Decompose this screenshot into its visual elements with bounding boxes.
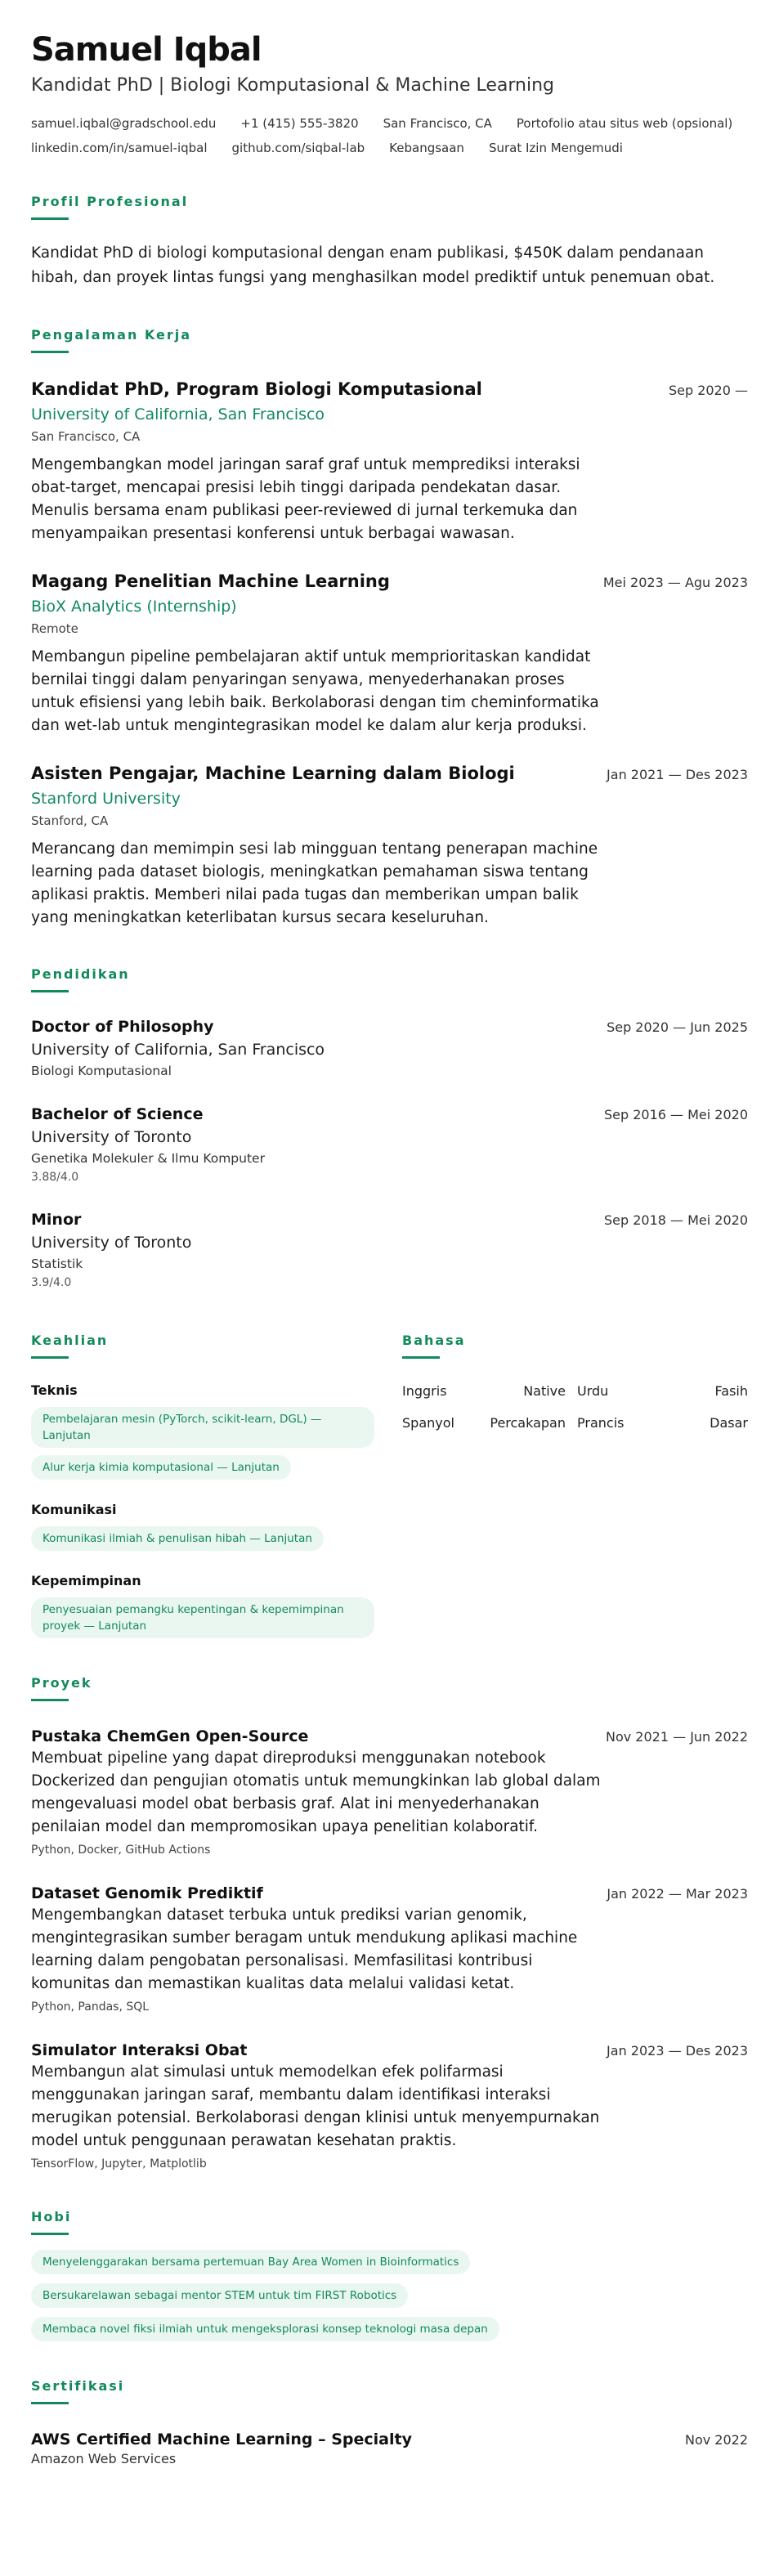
job-dates: Mei 2023 — Agu 2023 xyxy=(602,575,748,590)
candidate-name: Samuel Iqbal xyxy=(31,31,262,69)
skill-group xyxy=(31,1501,402,1551)
hobby-list xyxy=(31,2250,748,2341)
section-title: Pengalaman Kerja xyxy=(31,327,192,343)
contact-list xyxy=(31,114,748,157)
project-title: Dataset Genomik Prediktif xyxy=(31,1884,263,1902)
education-entry xyxy=(31,1017,748,1080)
section-divider xyxy=(31,2402,69,2404)
language-name: Prancis xyxy=(577,1415,625,1431)
language-list xyxy=(402,1383,748,1431)
header xyxy=(31,29,748,157)
skills-section xyxy=(31,1332,402,1638)
job-dates: Sep 2020 — xyxy=(668,383,748,398)
job-company: BioX Analytics (Internship) xyxy=(31,598,237,616)
education-entry xyxy=(31,1104,748,1185)
skill-group xyxy=(31,1572,402,1638)
section-divider xyxy=(31,1699,69,1701)
skill-category: Teknis xyxy=(31,1382,78,1398)
job-title: Kandidat PhD, Program Biologi Komputasional xyxy=(31,379,482,399)
education-gpa: 3.88/4.0 xyxy=(31,1171,79,1184)
education-school: University of Toronto xyxy=(31,1234,192,1252)
hobby-chip: Membaca novel fiksi ilmiah untuk mengeksplorasi konsep teknologi masa depan xyxy=(31,2317,499,2341)
certification-date: Nov 2022 xyxy=(684,2432,748,2448)
contact-github[interactable]: github.com/siqbal-lab xyxy=(231,141,365,155)
project-title: Simulator Interaksi Obat xyxy=(31,2041,248,2059)
job-title: Magang Penelitian Machine Learning xyxy=(31,571,390,591)
education-section xyxy=(31,965,748,1291)
section-divider xyxy=(31,2233,69,2235)
job-location: San Francisco, CA xyxy=(31,429,141,444)
skill-chip: Komunikasi ilmiah & penulisan hibah — Lanjutan xyxy=(31,1526,324,1551)
project-dates: Jan 2023 — Des 2023 xyxy=(607,2043,748,2059)
project-entry xyxy=(31,2040,748,2172)
job-entry xyxy=(31,378,748,545)
languages-section xyxy=(402,1332,748,1638)
job-location: Remote xyxy=(31,621,78,636)
hobbies-section xyxy=(31,2208,748,2341)
job-company: Stanford University xyxy=(31,790,181,808)
job-title: Asisten Pengajar, Machine Learning dalam Biologi xyxy=(31,764,515,783)
project-description: Membuat pipeline yang dapat direproduksi menggunakan notebook Dockerized dan pengujian otomatis untuk memungkinkan lab global dalam mengevaluasi model obat berbasis graf. Alat ini menyederhanakan penilaian model dan mempromosikan upaya penelitian kolaboratif. xyxy=(31,1749,601,1835)
experience-section xyxy=(31,326,748,930)
education-field: Genetika Molekuler & Ilmu Komputer xyxy=(31,1151,265,1166)
section-title: Pendidikan xyxy=(31,966,130,982)
headline: Kandidat PhD | Biologi Komputasional & Machine Learning xyxy=(31,75,555,96)
language-name: Spanyol xyxy=(402,1415,454,1431)
education-school: University of Toronto xyxy=(31,1128,192,1146)
education-degree: Bachelor of Science xyxy=(31,1105,204,1123)
education-field: Biologi Komputasional xyxy=(31,1064,172,1078)
skill-chip: Penyesuaian pemangku kepentingan & kepemimpinan proyek — Lanjutan xyxy=(31,1597,374,1638)
section-title: Hobi xyxy=(31,2209,72,2224)
project-description: Membangun alat simulasi untuk memodelkan efek polifarmasi menggunakan jaringan saraf, membantu dalam identifikasi interaksi merugikan potensial. Berkolaborasi dengan klinisi untuk menyempurnakan model untuk penggunaan perawatan kesehatan praktis. xyxy=(31,2063,600,2149)
contact-nationality: Kebangsaan xyxy=(389,141,464,155)
contact-location: San Francisco, CA xyxy=(383,116,492,131)
project-title: Pustaka ChemGen Open-Source xyxy=(31,1727,309,1745)
job-company: University of California, San Francisco xyxy=(31,405,325,423)
education-school: University of California, San Francisco xyxy=(31,1041,325,1059)
project-entry xyxy=(31,1726,748,1858)
education-dates: Sep 2020 — Jun 2025 xyxy=(607,1019,748,1035)
certification-title: AWS Certified Machine Learning – Specialty xyxy=(31,2430,412,2448)
job-description: Membangun pipeline pembelajaran aktif untuk memprioritaskan kandidat bernilai tinggi dalam penyaringan senyawa, menyederhanakan proses untuk efisiensi yang lebih baik. Berkolaborasi dengan tim cheminformatika dan wet-lab untuk mengintegrasikan model ke dalam alur kerja produksi. xyxy=(31,648,599,734)
job-entry xyxy=(31,762,748,930)
job-dates: Jan 2021 — Des 2023 xyxy=(607,767,748,782)
skill-chip: Alur kerja kimia komputasional — Lanjutan xyxy=(31,1455,291,1480)
education-entry xyxy=(31,1210,748,1291)
section-title: Profil Profesional xyxy=(31,194,189,209)
project-tech: Python, Docker, GitHub Actions xyxy=(31,1844,211,1857)
summary-text: Kandidat PhD di biologi komputasional dengan enam publikasi, $450K dalam pendanaan hibah, dan proyek lintas fungsi yang menghasilkan model prediktif untuk penemuan obat. xyxy=(31,244,715,286)
summary-section xyxy=(31,193,748,290)
section-divider xyxy=(31,351,69,353)
section-divider xyxy=(402,1356,440,1359)
contact-email[interactable]: samuel.iqbal@gradschool.edu xyxy=(31,116,217,131)
contact-driving-license: Surat Izin Mengemudi xyxy=(488,141,623,155)
skills-languages-row xyxy=(31,1332,748,1638)
section-divider xyxy=(31,217,69,220)
contact-portfolio[interactable]: Portofolio atau situs web (opsional) xyxy=(516,116,733,131)
hobby-chip: Bersukarelawan sebagai mentor STEM untuk tim FIRST Robotics xyxy=(31,2283,408,2308)
certification-entry xyxy=(31,2429,748,2468)
contact-linkedin[interactable]: linkedin.com/in/samuel-iqbal xyxy=(31,141,208,155)
section-divider xyxy=(31,990,69,992)
section-title: Keahlian xyxy=(31,1333,109,1348)
language-level: Native xyxy=(523,1383,566,1399)
language-level: Percakapan xyxy=(490,1415,566,1431)
job-location: Stanford, CA xyxy=(31,813,109,828)
language-level: Fasih xyxy=(714,1383,748,1399)
job-description: Mengembangkan model jaringan saraf graf untuk memprediksi interaksi obat-target, mencapai presisi lebih tinggi daripada pendekatan dasar. Menulis bersama enam publikasi peer-reviewed di jurnal terkemuka dan menyampaikan presentasi konferensi untuk berbagai wawasan. xyxy=(31,456,580,542)
job-description: Merancang dan memimpin sesi lab mingguan tentang penerapan machine learning pada dataset biologis, meningkatkan pemahaman siswa tentang aplikasi praktis. Memberi nilai pada tugas dan memberikan umpan balik yang meningkatkan keterlibatan kursus secara keseluruhan. xyxy=(31,840,598,926)
project-entry xyxy=(31,1883,748,2015)
section-divider xyxy=(31,1356,69,1359)
project-description: Mengembangkan dataset terbuka untuk prediksi varian genomik, mengintegrasikan sumber beragam untuk mendukung aplikasi machine learning dalam pengobatan personalisasi. Memfasilitasi kontribusi komunitas dan memastikan kualitas data melalui validasi ketat. xyxy=(31,1906,578,1992)
certification-issuer: Amazon Web Services xyxy=(31,2451,177,2466)
project-dates: Jan 2022 — Mar 2023 xyxy=(607,1886,748,1902)
section-title: Bahasa xyxy=(402,1333,466,1348)
section-title: Sertifikasi xyxy=(31,2378,125,2394)
language-name: Urdu xyxy=(577,1383,609,1399)
contact-phone[interactable]: +1 (415) 555-3820 xyxy=(240,116,359,131)
skill-chip: Pembelajaran mesin (PyTorch, scikit-learn, DGL) — Lanjutan xyxy=(31,1407,374,1448)
project-dates: Nov 2021 — Jun 2022 xyxy=(605,1729,748,1745)
education-gpa: 3.9/4.0 xyxy=(31,1276,72,1289)
education-dates: Sep 2018 — Mei 2020 xyxy=(603,1212,748,1228)
language-level: Dasar xyxy=(710,1415,748,1431)
project-tech: TensorFlow, Jupyter, Matplotlib xyxy=(31,2157,207,2171)
education-degree: Minor xyxy=(31,1211,82,1229)
skill-category: Kepemimpinan xyxy=(31,1573,141,1588)
language-name: Inggris xyxy=(402,1383,447,1399)
certifications-section xyxy=(31,2377,748,2468)
education-field: Statistik xyxy=(31,1257,83,1271)
job-entry xyxy=(31,570,748,737)
section-title: Proyek xyxy=(31,1675,92,1691)
hobby-chip: Menyelenggarakan bersama pertemuan Bay Area Women in Bioinformatics xyxy=(31,2250,470,2274)
project-tech: Python, Pandas, SQL xyxy=(31,2000,150,2014)
projects-section xyxy=(31,1674,748,2172)
education-dates: Sep 2016 — Mei 2020 xyxy=(603,1107,748,1122)
education-degree: Doctor of Philosophy xyxy=(31,1018,214,1036)
skill-category: Komunikasi xyxy=(31,1502,117,1517)
skill-group xyxy=(31,1382,402,1480)
